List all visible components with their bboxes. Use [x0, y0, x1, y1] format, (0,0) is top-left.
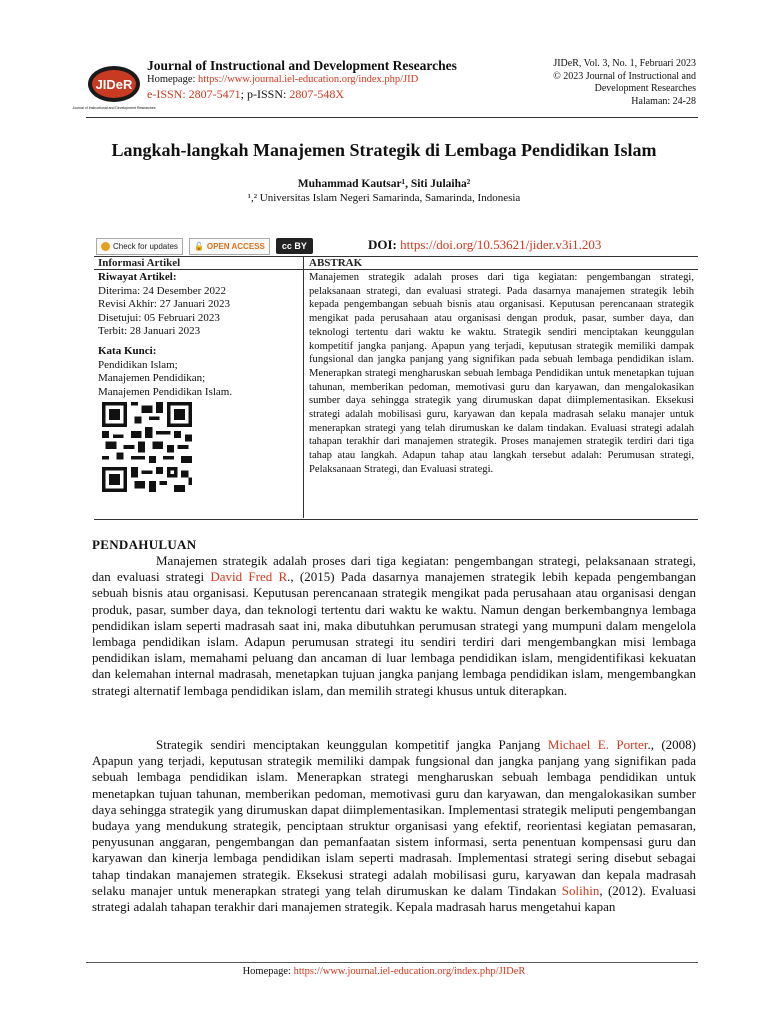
section-title: PENDAHULUAN	[92, 537, 197, 552]
box-column-divider	[303, 256, 304, 518]
header-divider	[86, 117, 698, 118]
issn-line	[147, 87, 344, 102]
eissn-value: 2807-5471	[188, 87, 241, 101]
article-authors: Muhammad Kautsar¹, Siti Julaiha²	[297, 178, 471, 190]
abstract-heading: ABSTRAK	[309, 257, 363, 269]
doi-line	[368, 237, 601, 253]
update-icon	[101, 242, 110, 251]
received-date: Diterima: 24 Desember 2022	[98, 284, 226, 297]
pissn-value: 2807-548X	[289, 87, 345, 101]
meta-line-volume: JIDeR, Vol. 3, No. 1, Februari 2023	[553, 58, 696, 69]
journal-logo	[72, 64, 156, 114]
open-access-label: OPEN ACCESS	[206, 241, 265, 251]
citation-link[interactable]: David Fred R	[210, 569, 288, 585]
doi-link[interactable]: https://doi.org/10.53621/jider.v3i1.203	[400, 237, 602, 252]
p1-text-a: Manajemen strategik adalah proses dari tiga kegiatan: pengembangan strategi, pelaksanaan strategi, dan evaluasi strategi	[92, 553, 696, 585]
citation-link[interactable]: Solihin	[561, 882, 600, 898]
footer-divider	[86, 962, 698, 963]
history-title: Riwayat Artikel:	[98, 271, 177, 283]
keyword-item: Manajemen Pendidikan Islam.	[98, 385, 233, 398]
cc-license-badge[interactable]: cc BY	[276, 238, 313, 254]
info-heading: Informasi Artikel	[98, 257, 181, 269]
keyword-item: Manajemen Pendidikan;	[98, 372, 206, 385]
p2-text-a: Strategik sendiri menciptakan keunggulan kompetitif jangka Panjang	[156, 737, 548, 752]
meta-line-pages: Halaman: 24-28	[631, 95, 696, 107]
journal-name: Journal of Instructional and Development Researches	[147, 58, 457, 73]
citation-link[interactable]: Michael E. Porter	[547, 737, 648, 752]
article-affiliation: ¹,² Universitas Islam Negeri Samarinda, Samarinda, Indonesia	[247, 192, 521, 204]
qr-code[interactable]	[102, 402, 192, 492]
check-for-updates-badge[interactable]	[96, 238, 183, 255]
article-title: Langkah-langkah Manajemen Strategik di Lembaga Pendidikan Islam	[111, 140, 657, 160]
badges-row	[96, 236, 313, 256]
keywords-title: Kata Kunci:	[98, 344, 157, 357]
paragraph-1	[92, 553, 696, 699]
check-updates-label: Check for updates	[113, 241, 178, 251]
open-access-lock-icon: 🔓	[193, 241, 204, 251]
accepted-date: Disetujui: 05 Februari 2023	[98, 311, 220, 324]
footer-label: Homepage:	[242, 966, 294, 977]
box-header-row	[94, 256, 698, 270]
keyword-item: Pendidikan Islam;	[98, 358, 178, 371]
p1-text-b: ., (2015) Pada dasarnya manajemen strategik lebih kepada pengembangan sebuah bisnis atau organisasi. Keputusan perencanaan strategik mengikat pada perusahaan atau organisasi dengan produk, pasar, sumber daya, dan teknologi tertentu dari waktu ke waktu. Namun dengan berkembangnya lembaga pendidikan islam seperti madrasah saat ini, maka dibutuhkan perumusan strategi yang mumpuni dalam mengelola lembaga pendidikan islam. Adapun perumusan strategi itu sendiri terdiri dari mengembangkan misi lembaga pendidikan islam, memahami peluang dan ancaman di luar lembaga pendidikan islam, mengidentifikasi kekuatan dan kelemahan internal madrasah, menetapkan tujuan jangka panjang lembaga pendidikan islam, mengembangkan strategi alternatif lembaga pendidikan islam, dan memilih strategi khusus untuk diterapkan.	[92, 569, 696, 698]
footer-homepage-link[interactable]: https://www.journal.iel-education.org/index.php/JIDeR	[293, 966, 526, 977]
pissn-label: ; p-ISSN:	[240, 87, 290, 101]
paragraph-2	[92, 737, 696, 915]
homepage-link[interactable]: https://www.journal.iel-education.org/index.php/JID	[198, 74, 419, 85]
logo-subtext: Journal of Instructional and Development Researches	[72, 106, 156, 110]
doi-label: DOI:	[368, 237, 401, 252]
eissn-label: e-ISSN:	[147, 87, 189, 101]
published-date: Terbit: 28 Januari 2023	[98, 325, 201, 338]
article-info	[98, 271, 298, 399]
homepage-label: Homepage:	[147, 74, 199, 85]
logo-text: JIDeR	[95, 77, 133, 92]
open-access-badge	[189, 238, 270, 255]
p2-text-c: , (2012). Evaluasi strategi adalah tahapan terakhir dari manajemen strategik. Kepala madrasah harus mengetahui kapan	[92, 882, 696, 915]
revised-date: Revisi Akhir: 27 Januari 2023	[98, 298, 230, 311]
meta-line-copyright: © 2023 Journal of Instructional and	[553, 70, 696, 82]
p2-text-b: ., (2008) Apapun yang terjadi, keputusan strategik memiliki dampak fungsional dan jangka panjang yang signifikan pada sebuah lembaga pendidikan islam. Menerapkan strategi mengharuskan sebuah lembaga pendidikan untuk menetapkan tujuan tahunan, memberikan pedoman, memotivasi guru dan karyawan, dan mengalokasikan sumber daya sehingga strategik yang dirumuskan dapat diimplementasikan. Implementasi strategik meliputi pengembangan budaya yang mendukung strategik, penciptaan struktur organisasi yang efektif, reorientasi kegiatan pemasaran, penyusunan anggaran, pengembangan dan pemanfaatan sistem informasi, serta penentuan kompensasi guru dan karyawan dan kinerja lembaga pendidikan islam seperti madrasah. Implementasi strategi sering disebut sebagai tahap tindakan manajemen strategik. Eksekusi strategi adalah mobilisasi guru, karyawan dan kepala madrasah selaku manajer untuk menerapkan strategi yang telah dirumuskan ke dalam Tindakan	[92, 737, 696, 898]
journal-homepage	[147, 74, 418, 85]
footer	[0, 966, 768, 977]
abstract-text: Manajemen strategik adalah proses dari tiga kegiatan: pengembangan strategi, pelaksanaan strategi, dan evaluasi strategi. Pada dasarnya manajemen strategik lebih kepada pengembangan sebuah bisnis atau organisasi. Keputusan perencanaan strategik mengikat pada perusahaan atau organisasi dengan produk, pasar, sumber daya, dan teknologi tertentu dari waktu ke waktu. Strategik sendiri menciptakan keunggulan kompetitif jangka panjang. Apapun yang terjadi, keputusan strategik memiliki dampak fungsional dan jangka panjang yang signifikan pada sebuah lembaga pendidikan islam. Menerapkan strategi mengharuskan sebuah lembaga Pendidikan untuk menetapkan tujuan tahunan, memberikan pedoman, memotivasi guru dan karyawan, dan mengalokasikan sumber daya sehingga strategik yang dirumuskan dapat diimplementasikan. Eksekusi strategi adalah mobilisasi guru, karyawan dan kepala madrasah selaku manajer untuk menerapkan strategi yang telah dirumuskan ke dalam tindakan. Evaluasi strategi adalah tahapan terakhir dari manajemen strategik. Proses manajemen strategik terdiri dari tiga tahap atau langkah. Adapun tahap atau langkah tersebut adalah: Perumusan strategi, Pelaksanaan Strategi, dan Evaluasi strategi.	[309, 272, 694, 475]
meta-line-copyright-2: Development Researches	[594, 83, 696, 94]
issue-meta	[476, 58, 696, 108]
